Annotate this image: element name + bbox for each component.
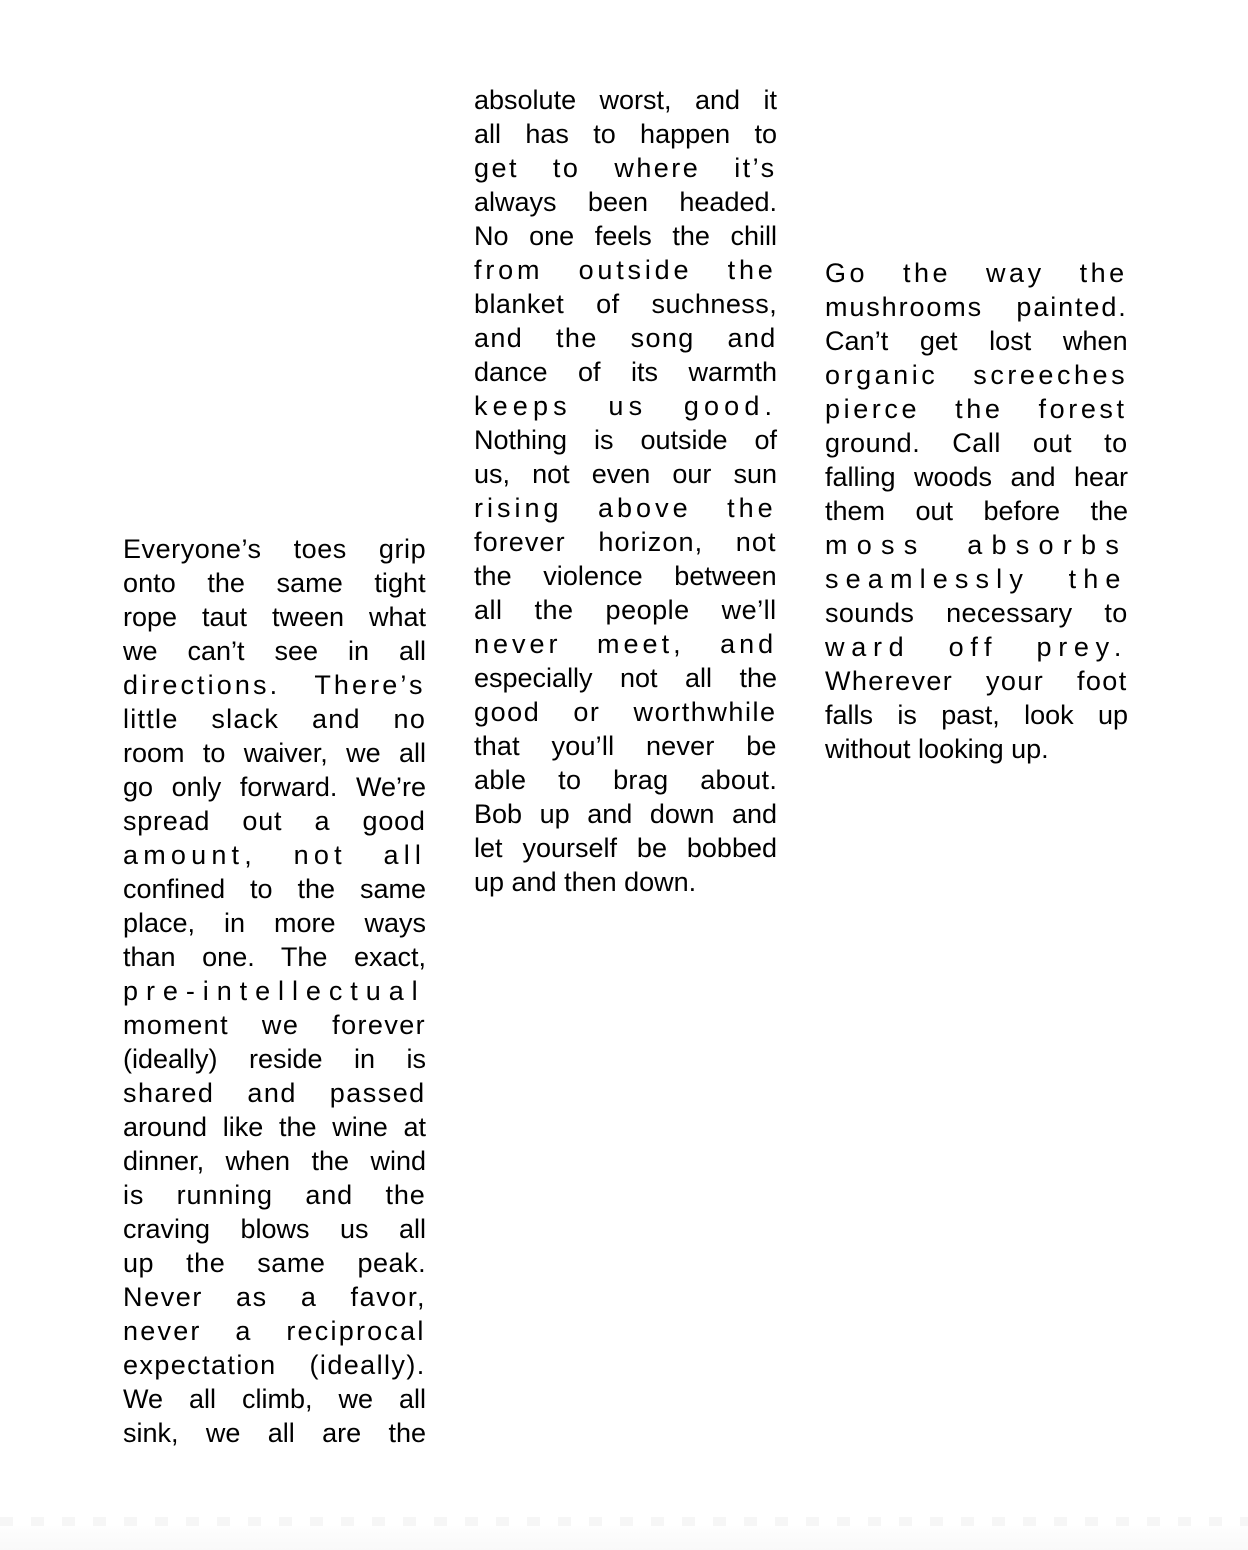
text-line: spread out a good (123, 806, 426, 836)
text-line: Wherever your foot (825, 666, 1128, 696)
text-line: up the same peak. (123, 1248, 427, 1278)
text-line: ward off prey. (825, 632, 1129, 662)
text-line: without looking up. (825, 734, 1049, 764)
text-line: Everyone’s toes grip (123, 534, 427, 564)
text-line: falls is past, look up (825, 700, 1128, 730)
text-line: good or worthwhile (474, 697, 777, 727)
text-line: up and then down. (474, 867, 697, 897)
text-line: us, not even our sun (474, 459, 777, 489)
text-line: No one feels the chill (474, 221, 777, 251)
text-line: Nothing is outside of (474, 425, 777, 455)
page-margin-area (0, 1526, 1248, 1550)
text-line: Go the way the (825, 258, 1128, 288)
text-line: ground. Call out to (825, 428, 1128, 458)
text-line: little slack and no (123, 704, 427, 734)
text-line: shared and passed (123, 1078, 426, 1108)
text-line: dinner, when the wind (123, 1146, 426, 1176)
text-line: than one. The exact, (123, 942, 426, 972)
text-line: place, in more ways (123, 908, 426, 938)
text-line: blanket of suchness, (474, 289, 778, 319)
text-line: (ideally) reside in is (123, 1044, 426, 1074)
text-line: able to brag about. (474, 765, 778, 795)
text-line: craving blows us all (123, 1214, 426, 1244)
text-line: we can’t see in all (123, 636, 426, 666)
text-line: get to where it’s (474, 153, 777, 183)
text-line: onto the same tight (123, 568, 426, 598)
text-column-1 (123, 532, 426, 1450)
text-line: let yourself be bobbed (474, 833, 777, 863)
text-line: rope taut tween what (123, 602, 426, 632)
text-line: We all climb, we all (123, 1384, 426, 1414)
text-line: sounds necessary to (825, 598, 1128, 628)
text-line: the violence between (474, 561, 777, 591)
text-line: keeps us good. (474, 391, 778, 421)
text-line: forever horizon, not (474, 527, 777, 557)
text-column-2 (474, 83, 777, 899)
text-line: dance of its warmth (474, 357, 777, 387)
text-line: Can’t get lost when (825, 326, 1128, 356)
text-line: Never as a favor, (123, 1282, 427, 1312)
text-line: rising above the (474, 493, 777, 523)
text-line: all has to happen to (474, 119, 777, 149)
text-line: them out before the (825, 496, 1128, 526)
text-line: always been headed. (474, 187, 777, 217)
text-line: amount, not all (123, 840, 427, 870)
text-line: pre-intellectual (123, 976, 426, 1006)
text-line: confined to the same (123, 874, 426, 904)
text-line: sink, we all are the (123, 1418, 426, 1448)
text-line: and the song and (474, 323, 777, 353)
text-line: never meet, and (474, 629, 778, 659)
text-line: is running and the (123, 1180, 426, 1210)
text-column-3 (825, 256, 1128, 766)
text-line: moss absorbs (825, 530, 1129, 560)
text-line: moment we forever (123, 1010, 427, 1040)
text-line: directions. There’s (123, 670, 426, 700)
text-line: go only forward. We’re (123, 772, 426, 802)
text-line: expectation (ideally). (123, 1350, 426, 1380)
text-line: from outside the (474, 255, 777, 285)
text-line: seamlessly the (825, 564, 1128, 594)
text-line: never a reciprocal (123, 1316, 426, 1346)
text-line: around like the wine at (123, 1112, 426, 1142)
text-line: organic screeches (825, 360, 1129, 390)
text-line: falling woods and hear (825, 462, 1128, 492)
text-line: all the people we’ll (474, 595, 777, 625)
text-line: especially not all the (474, 663, 777, 693)
text-line: Bob up and down and (474, 799, 777, 829)
text-line: that you’ll never be (474, 731, 777, 761)
text-line: absolute worst, and it (474, 85, 777, 115)
text-line: room to waiver, we all (123, 738, 426, 768)
text-line: mushrooms painted. (825, 292, 1128, 322)
text-line: pierce the forest (825, 394, 1128, 424)
page-break-dashed-edge (0, 1517, 1248, 1526)
